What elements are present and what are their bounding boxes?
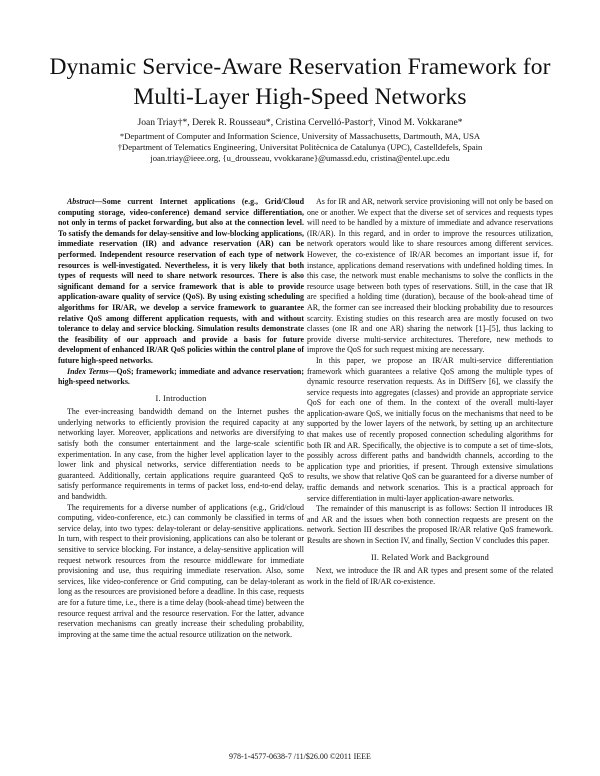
title-line-1: Dynamic Service-Aware Reservation Framework for [49, 54, 551, 80]
paper-title [0, 52, 600, 112]
body-paragraph-1: As for IR and AR, network service provisioning will not only be based on one or another. We expect that the diverse set of services and requests types will need to be handled by a mixture of immediate and advance reservations (IR/AR). In this regard, and in order to improve the resources utilization, network operators would like to share resources among different services. However, the co-existence of IR/AR becomes an important issue if, for instance, applications demand reservations with undefined holding times. In this case, the network must enable mechanisms to solve the conflicts in the resource usage between both types of reservations. Still, in the case that IR are specified a holding time (duration), because of the book-ahead time of AR, the former can see increased their blocking probability due to resources scarcity. Existing studies on this research area are mostly focused on two classes (one IR and one AR) sharing the network [1]–[5], thus lacking to provide diverse multi-service architectures. Therefore, new methods to improve the QoS for such request mixing are necessary. [307, 197, 553, 355]
affiliation-upc: †Department of Telematics Engineering, Universitat Politècnica de Catalunya (UPC), Castelldefels, Spain [117, 142, 483, 152]
title-line-2: Multi-Layer High-Speed Networks [133, 84, 467, 110]
index-terms-text: —QoS; framework; immediate and advance reservation; high-speed networks. [58, 366, 304, 387]
intro-paragraph-2: The requirements for a diverse number of applications (e.g., Grid/cloud computing, video-conference, etc.) can commonly be classified in terms of service delay, into two types: delay-tolerant or delay-sensitive applications. In turn, with respect to their provisioning, applications can also be tolerant or sensitive to service blocking. For instance, a delay-sensitive application will request network resources from the resource middleware for immediate provisioning and use, thus requiring immediate reservation. Also, some services, like video-conference or Grid computing, can be delay-tolerant as long as the resources are provisioned before a deadline. In this case, requests are for a future time, i.e., there is a time delay (book-ahead time) between the resource request arrival and the resource reservation. For the latter, advance reservation mechanisms can greatly increase their scheduling probability, improving at the same time the actual resource utilization on the network. [58, 502, 304, 639]
intro-paragraph-1: The ever-increasing bandwidth demand on the Internet pushes the underlying networks to efficiently provision the required capacity at any networking layer. Moreover, applications and networks are diversifying to satisfy both the consumer entertainment and the large-scale scientific experimentation. In any case, from the higher level application layer to the lower link and physical networks, service differentiation needs to be guaranteed. Additionally, certain applications require guaranteed QoS to satisfy performance requirements in terms of packet loss, end-to-end delay, and bandwidth. [58, 407, 304, 502]
section-heading-introduction: I. Introduction [155, 393, 207, 403]
author-emails: joan.triay@ieee.org, {u_drousseau, vvokkarane}@umassd.edu, cristina@entel.upc.edu [150, 153, 450, 163]
author-list: Joan Triay†*, Derek R. Rousseau*, Cristina Cervelló-Pastor†, Vinod M. Vokkarane* [137, 117, 463, 128]
abstract-lead: Abstract [67, 197, 95, 206]
section-heading-related-work: II. Related Work and Background [370, 552, 490, 562]
right-column [307, 197, 553, 587]
body-paragraph-4: Next, we introduce the IR and AR types and present some of the related work in the field of IR/AR co-existence. [307, 566, 553, 586]
body-paragraph-2: In this paper, we propose an IR/AR multi-service differentiation framework which guarantees a relative QoS among the multiple types of dynamic resource reservation requests. As in DiffServ [6], we classify the service requests into aggregates (classes) and provide an appropriate service QoS for each one of them. In the context of the overall multi-layer application-aware QoS, we initially focus on the mechanisms that need to be supported by the lower layers of the network, by setting up an architecture that makes use of recently proposed connection scheduling algorithms for both IR and AR. Specifically, the objective is to compute a set of time-slots, possibly across different paths and bandwidth channels, according to the application type and priorities, if present. Through extensive simulations results, we show that relative QoS can be guaranteed for a diverse number of traffic demands and network scenarios. This is a practical approach for service differentiation in multi-layer application-aware networks. [307, 355, 553, 503]
abstract [58, 197, 304, 367]
copyright-footer: 978-1-4577-0638-7 /11/$26.00 ©2011 IEEE [229, 752, 371, 761]
index-terms [58, 367, 304, 388]
affiliation-umass: *Department of Computer and Information Science, University of Massachusetts, Dartmouth, MA, USA [119, 131, 481, 141]
left-column [58, 197, 304, 640]
index-terms-lead: Index Terms [67, 366, 109, 376]
body-paragraph-3: The remainder of this manuscript is as follows: Section II introduces IR and AR and the issues when both connection requests are present on the network. Section III describes the proposed IR/AR relative QoS framework. Results are shown in Section IV, and finally, Section V concludes this paper. [307, 504, 553, 545]
abstract-text: —Some current Internet applications (e.g., Grid/Cloud computing storage, video-conference) demand service differentiation, not only in terms of packet forwarding, but also at the connection level. To satisfy the demands for delay-sensitive and low-blocking applications, immediate reservation (IR) and advance reservation (AR) can be performed. Independent resource reservation of each type of network resources is well-investigated. Nevertheless, it is very likely that both types of requests will need to share network resources. There is also significant demand for a service framework that is able to provide application-aware quality of service (QoS). By using existing scheduling algorithms for IR/AR, we develop a service framework to guarantee relative QoS among different application requests, with and without tolerance to delay and service blocking. Simulation results demonstrate the feasibility of our approach and provide a basis for future development of enhanced IR/AR QoS policies within the control plane of future high-speed networks. [58, 197, 304, 365]
